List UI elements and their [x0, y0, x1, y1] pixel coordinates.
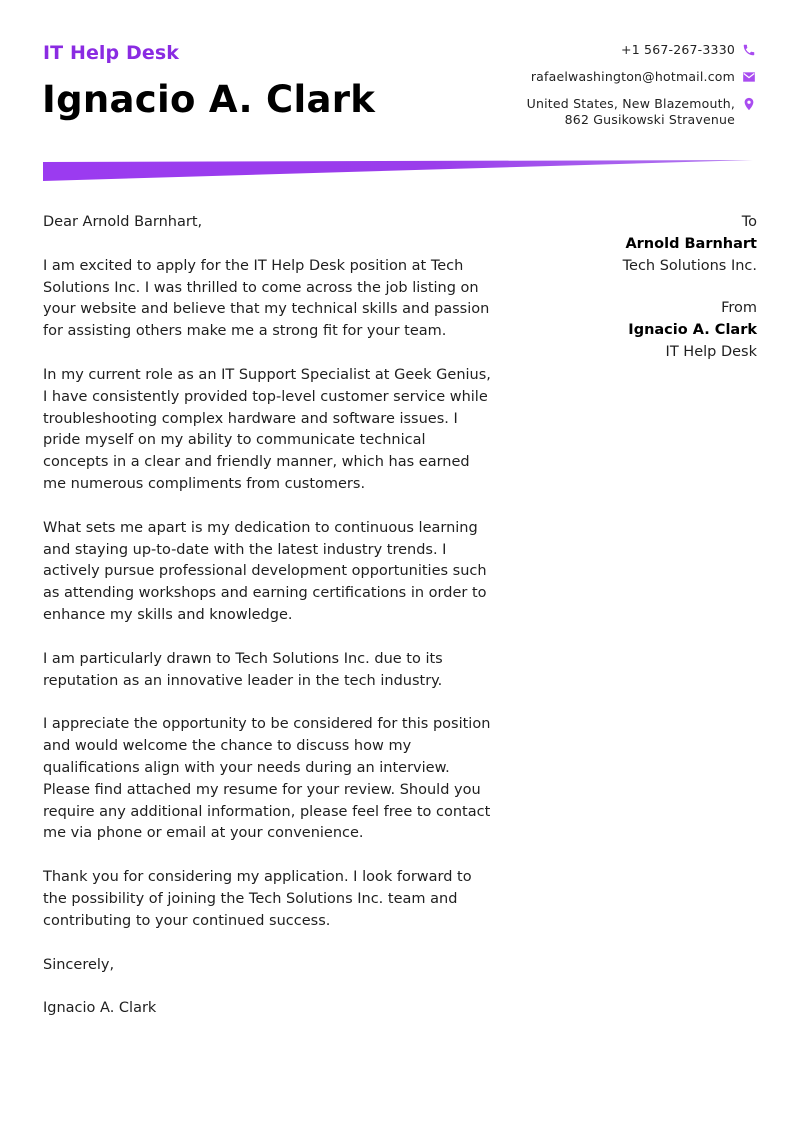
sender-name: Ignacio A. Clark	[628, 322, 757, 339]
recipient-label: To	[741, 214, 757, 230]
letter-paragraph-2: In my current role as an IT Support Specialist at Geek Genius, I have consistently provided top-level customer service while troubleshooting complex hardware and software issues. I pride myself on my ability to communicate technical concepts in a clear and friendly manner, which has earned me numerous compliments from customers.	[43, 366, 491, 492]
address-text	[527, 96, 735, 128]
recipient-name: Arnold Barnhart	[625, 235, 757, 252]
phone-text: +1 567-267-3330	[621, 42, 735, 57]
address-line-1: United States, New Blazemouth,	[526, 96, 735, 111]
location-pin-icon	[742, 97, 756, 111]
letter-paragraph-4: I am particularly drawn to Tech Solutions Inc. due to its reputation as an innovative leader in the tech industry.	[43, 650, 443, 689]
letter-paragraph-6: Thank you for considering my application. I look forward to the possibility of joining the Tech Solutions Inc. team and contributing to your continued success.	[43, 869, 472, 929]
letter-paragraph-1: I am excited to apply for the IT Help Desk position at Tech Solutions Inc. I was thrilled to come across the job listing on your website and believe that my technical skills and passion for assisting others make me a strong fit for your team.	[43, 257, 490, 340]
email-icon	[742, 70, 756, 84]
closing: Sincerely,	[43, 956, 115, 973]
sender-label: From	[721, 300, 757, 317]
email-text: rafaelwashington@hotmail.com	[530, 69, 735, 84]
accent-bar	[43, 160, 755, 182]
sender-title: IT Help Desk	[665, 343, 757, 360]
signature: Ignacio A. Clark	[43, 1000, 157, 1017]
address-line-2: 862 Gusikowski Stravenue	[564, 112, 735, 127]
contact-address	[527, 96, 756, 128]
applicant-name: Ignacio A. Clark	[42, 78, 376, 121]
contact-phone	[527, 42, 756, 58]
recipient-company: Tech Solutions Inc.	[622, 257, 757, 274]
contact-email	[527, 69, 756, 85]
recipient-block	[623, 212, 757, 277]
letter-paragraph-5: I appreciate the opportunity to be considered for this position and would welcome the chance to discuss how my qualifications align with your needs during an interview. Please find attached my resume for your review. Should you require any additional information, please feel free to contact me via phone or email at your convenience.	[43, 716, 491, 842]
job-title: IT Help Desk	[43, 42, 179, 64]
address-block	[623, 212, 757, 385]
contact-info	[527, 42, 756, 128]
sender-block	[623, 298, 757, 363]
phone-icon	[742, 43, 756, 57]
letter-paragraph-3: What sets me apart is my dedication to continuous learning and staying up-to-date with the latest industry trends. I actively pursue professional development opportunities such as attending workshops and earning certifications in order to enhance my skills and knowledge.	[43, 519, 487, 623]
letter-body	[43, 212, 493, 1042]
salutation: Dear Arnold Barnhart,	[43, 214, 203, 230]
